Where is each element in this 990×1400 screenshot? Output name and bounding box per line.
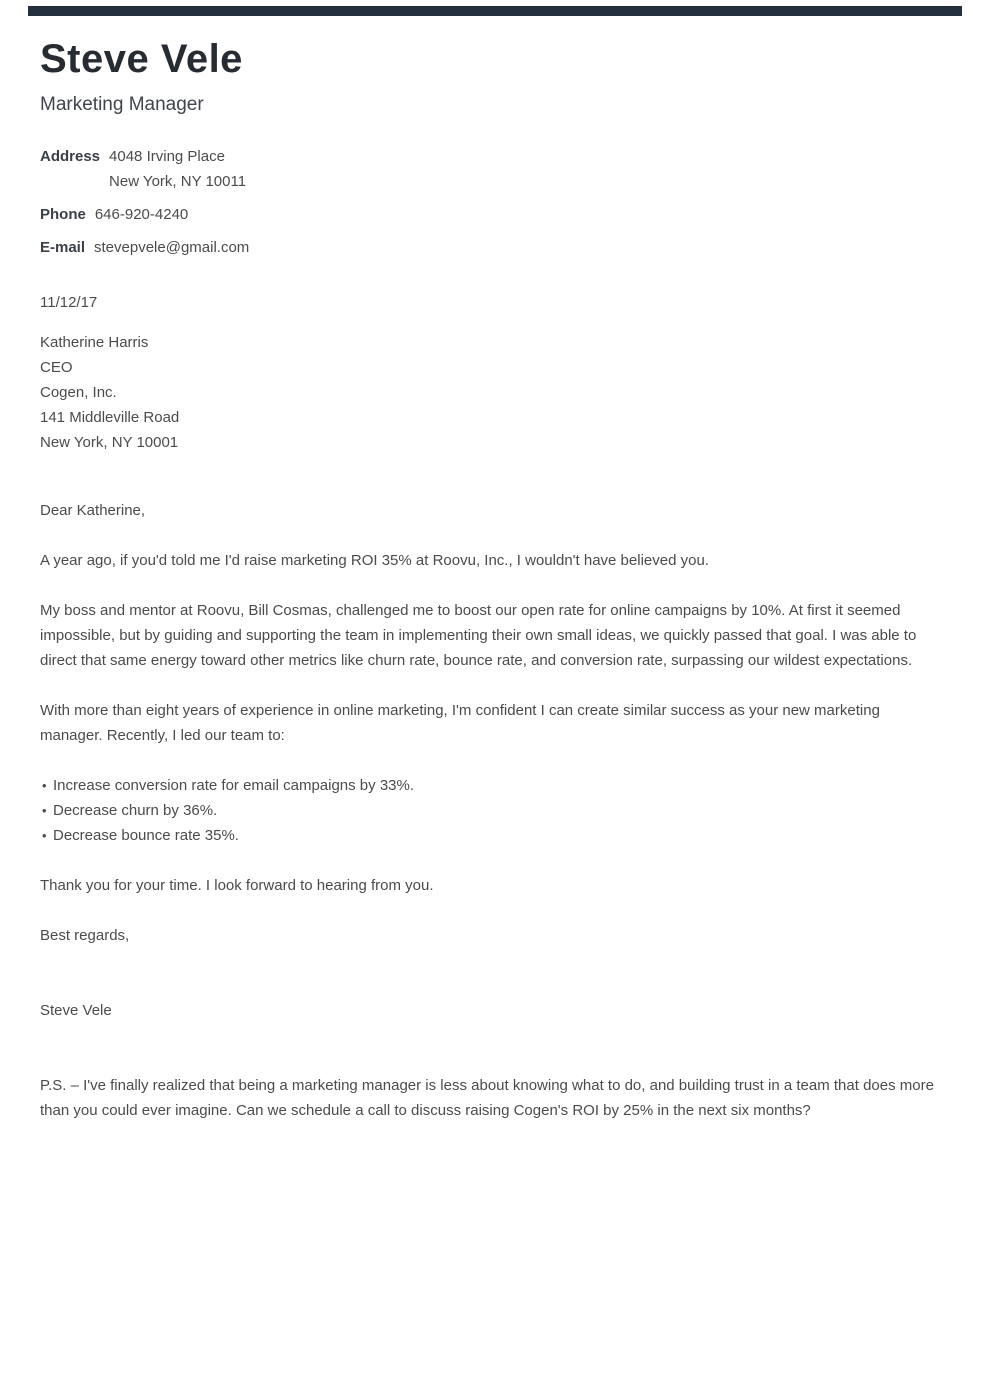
recipient-block <box>40 330 946 455</box>
contact-row-email <box>40 235 946 260</box>
recipient-city: New York, NY 10001 <box>40 434 179 451</box>
address-value <box>109 144 246 194</box>
recipient-street: 141 Middleville Road <box>40 409 180 426</box>
phone-value: 646-920-4240 <box>94 206 189 223</box>
paragraph-1: A year ago, if you'd told me I'd raise marketing ROI 35% at Roovu, Inc., I wouldn't have believed you. <box>40 552 709 569</box>
letter-body <box>40 548 946 1123</box>
recipient-role: CEO <box>40 359 73 376</box>
postscript: P.S. – I've finally realized that being a marketing manager is less about knowing what to do, and building trust in a team that does more than you could ever imagine. Can we schedule a call to discuss raising Cogen's ROI by 25% in the next six months? <box>40 1077 934 1119</box>
paragraph-3: With more than eight years of experience in online marketing, I'm confident I can create similar success as your new marketing manager. Recently, I led our team to: <box>40 702 880 744</box>
contact-row-address <box>40 144 946 194</box>
address-line-1: 4048 Irving Place <box>109 148 225 165</box>
phone-label: Phone <box>40 206 86 223</box>
signature-name: Steve Vele <box>40 1002 112 1019</box>
applicant-name: Steve Vele <box>40 37 243 81</box>
achievement-item: • Decrease churn by 36%. <box>40 798 946 823</box>
letter-content <box>0 38 990 1123</box>
paragraph-2: My boss and mentor at Roovu, Bill Cosmas, challenged me to boost our open rate for online campaigns by 10%. At first it seemed impossible, but by guiding and supporting the team in implementing their own small ideas, we quickly passed that goal. I was able to direct that same energy toward other metrics like churn rate, bounce rate, and conversion rate, surpassing our wildest expectations. <box>40 602 917 669</box>
job-title: Marketing Manager <box>40 94 204 115</box>
recipient-name: Katherine Harris <box>40 334 149 351</box>
email-value: stevepvele@gmail.com <box>94 239 250 256</box>
contact-section <box>40 144 946 260</box>
email-label: E-mail <box>40 239 86 256</box>
signoff: Best regards, <box>40 927 130 944</box>
address-line-2: New York, NY 10011 <box>109 173 247 190</box>
top-accent-bar <box>28 6 962 16</box>
achievement-item: • Decrease bounce rate 35%. <box>40 823 946 848</box>
salutation: Dear Katherine, <box>40 502 146 519</box>
closing-line: Thank you for your time. I look forward to hearing from you. <box>40 877 434 894</box>
contact-row-phone <box>40 202 946 227</box>
letter-date: 11/12/17 <box>40 294 98 311</box>
recipient-company: Cogen, Inc. <box>40 384 117 401</box>
address-label: Address <box>40 148 101 165</box>
achievement-list <box>40 773 946 848</box>
achievement-item: • Increase conversion rate for email campaigns by 33%. <box>40 773 946 798</box>
